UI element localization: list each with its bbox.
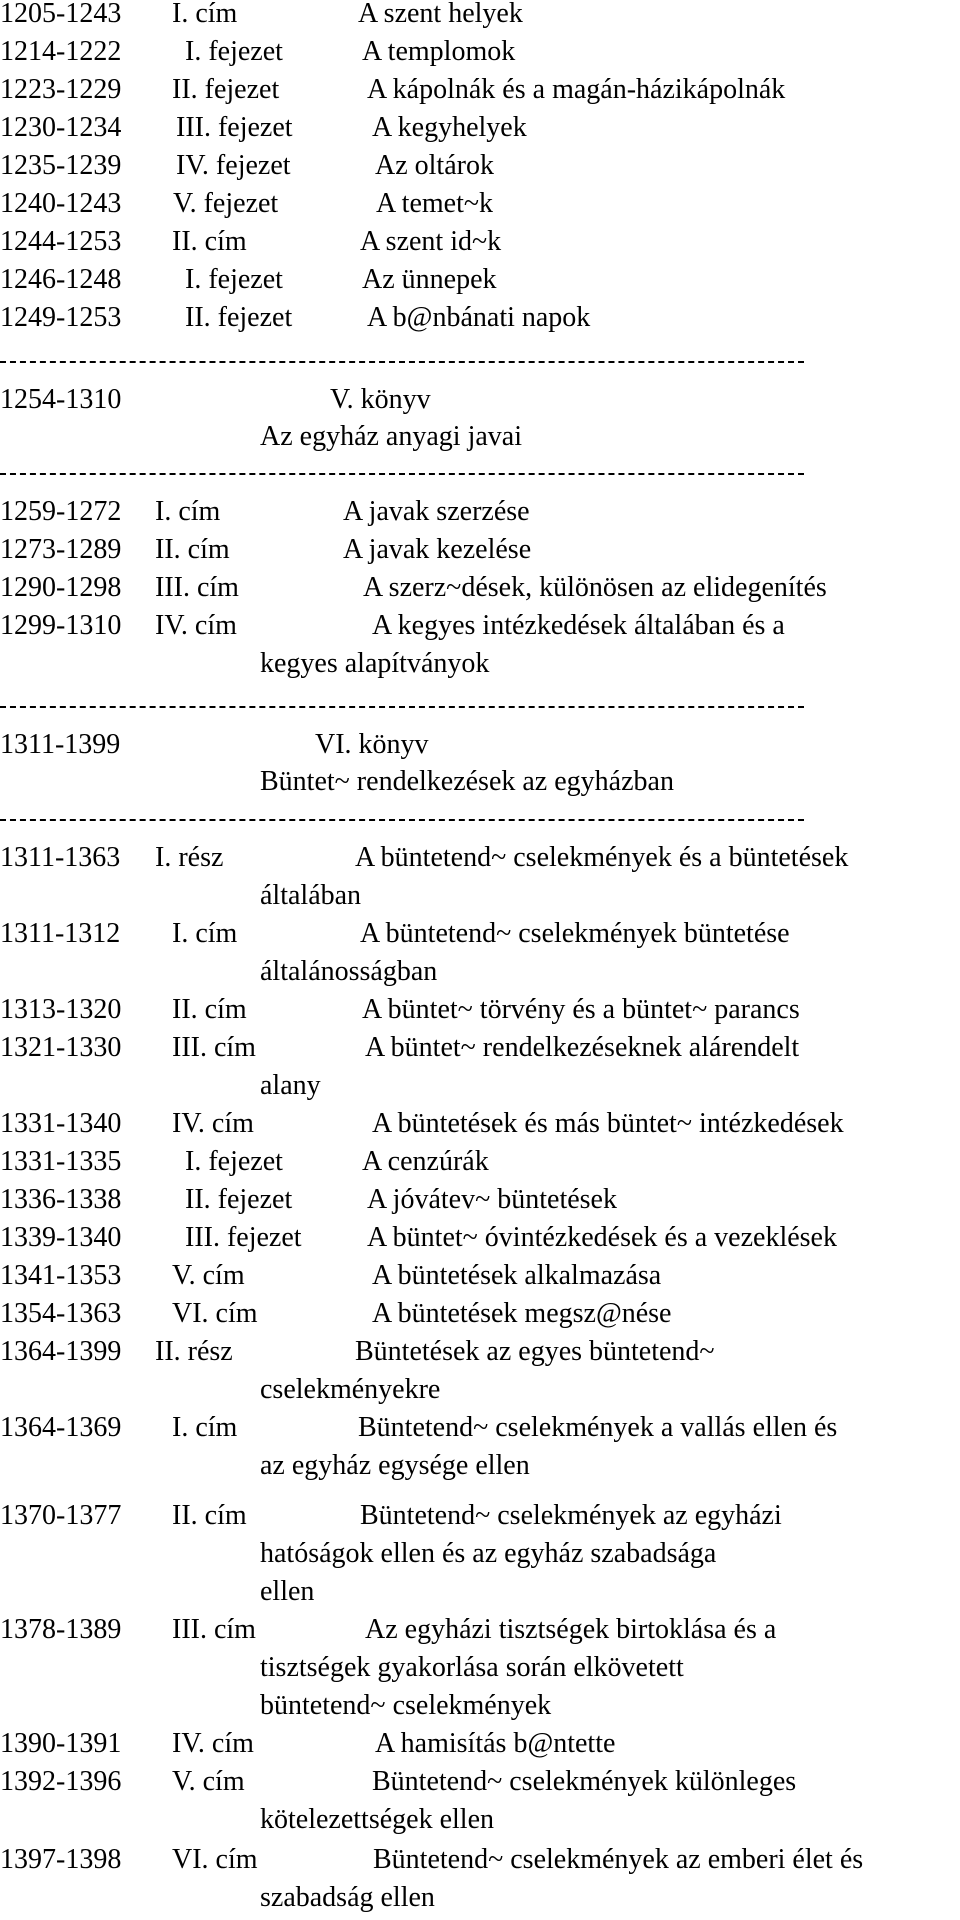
entry-range: 1364-1369 [0,1412,122,1443]
entry-range: 1205-1243 [0,0,122,29]
entry-label: VI. cím [172,1298,258,1329]
entry-title: A b@nbánati napok [367,302,591,333]
entry-title: A büntet~ rendelkezéseknek alárendelt [365,1032,800,1063]
entry-title-cont: hatóságok ellen és az egyház szabadsága [260,1538,717,1569]
entry-title: A szent id~k [360,226,502,257]
entry-range: 1214-1222 [0,36,122,67]
entry-label: V. cím [172,1260,245,1291]
entry-label: V. fejezet [173,188,279,219]
entry-range: 1378-1389 [0,1614,122,1645]
entry-range: 1254-1310 [0,384,122,415]
entry-title: A cenzúrák [362,1146,489,1177]
entry-range: 1249-1253 [0,302,122,333]
entry-label: II. cím [172,226,247,257]
entry-range: 1273-1289 [0,534,122,565]
dashed-divider [0,361,804,363]
entry-title-cont: ellen [260,1576,315,1607]
entry-label: I. cím [172,918,238,949]
entry-label: V. cím [172,1766,245,1797]
entry-title: Büntetend~ cselekmények az emberi élet és [373,1844,864,1875]
entry-title-cont: kötelezettségek ellen [260,1804,494,1835]
entry-range: 1311-1363 [0,842,121,873]
entry-title: Büntetend~ cselekmények az egyházi [360,1500,782,1531]
entry-label: IV. cím [155,610,237,641]
entry-title: A templomok [362,36,516,67]
entry-title: A javak kezelése [343,534,532,565]
entry-title: A büntetések és más büntet~ intézkedések [372,1108,844,1139]
entry-label: III. fejezet [176,112,293,143]
entry-range: 1364-1399 [0,1336,122,1367]
entry-title: A kápolnák és a magán-házikápolnák [367,74,786,105]
entry-title-cont: szabadság ellen [260,1882,435,1913]
entry-range: 1370-1377 [0,1500,122,1531]
entry-label: II. cím [155,534,230,565]
entry-title: A büntetend~ cselekmények büntetése [360,918,790,949]
book-title: Az egyház anyagi javai [260,421,522,452]
entry-title: A kegyhelyek [372,112,527,143]
dashed-divider [0,706,804,708]
entry-title: A büntetések megsz@nése [372,1298,672,1329]
entry-title: Büntetend~ cselekmények a vallás ellen és [358,1412,838,1443]
entry-label: IV. cím [172,1108,254,1139]
dashed-divider [0,473,804,475]
entry-label: III. cím [172,1614,256,1645]
entry-title: A büntet~ törvény és a büntet~ parancs [362,994,800,1025]
entry-label: II. rész [155,1336,233,1367]
entry-range: 1331-1335 [0,1146,122,1177]
entry-title-cont: alany [260,1070,321,1101]
entry-range: 1244-1253 [0,226,122,257]
entry-range: 1331-1340 [0,1108,122,1139]
entry-title: Büntetend~ cselekmények különleges [372,1766,797,1797]
entry-label: II. fejezet [185,1184,293,1215]
entry-range: 1223-1229 [0,74,122,105]
entry-range: 1392-1396 [0,1766,122,1797]
book-label: VI. könyv [315,729,429,760]
book-title: Büntet~ rendelkezések az egyházban [260,766,674,797]
entry-label: III. cím [172,1032,256,1063]
entry-label: I. fejezet [185,36,283,67]
entry-label: III. fejezet [185,1222,302,1253]
entry-range: 1230-1234 [0,112,122,143]
entry-range: 1390-1391 [0,1728,122,1759]
entry-title: Az ünnepek [362,264,497,295]
entry-title-cont: általában [260,880,362,911]
entry-label: IV. cím [172,1728,254,1759]
entry-range: 1290-1298 [0,572,122,603]
entry-title: A szent helyek [358,0,523,29]
entry-label: I. fejezet [185,264,283,295]
entry-title-cont: büntetend~ cselekmények [260,1690,552,1721]
entry-range: 1321-1330 [0,1032,122,1063]
entry-label: II. fejezet [185,302,293,333]
dashed-divider [0,819,804,821]
entry-range: 1240-1243 [0,188,122,219]
entry-title: Az oltárok [375,150,494,181]
entry-title: A temet~k [376,188,494,219]
entry-title: A jóvátev~ büntetések [367,1184,617,1215]
entry-label: I. cím [172,1412,238,1443]
entry-title: A hamisítás b@ntette [375,1728,616,1759]
entry-title: A javak szerzése [343,496,530,527]
entry-range: 1235-1239 [0,150,122,181]
entry-range: 1339-1340 [0,1222,122,1253]
entry-title: A kegyes intézkedések általában és a [372,610,785,641]
entry-label: IV. fejezet [176,150,291,181]
entry-title-cont: cselekményekre [260,1374,441,1405]
entry-label: I. cím [155,496,221,527]
book-label: V. könyv [330,384,431,415]
entry-title-cont: tisztségek gyakorlása során elkövetett [260,1652,684,1683]
entry-title-cont: az egyház egysége ellen [260,1450,530,1481]
entry-title: A büntet~ óvintézkedések és a vezeklések [367,1222,837,1253]
entry-range: 1336-1338 [0,1184,122,1215]
entry-range: 1299-1310 [0,610,122,641]
entry-title-cont: általánosságban [260,956,438,987]
entry-label: I. rész [155,842,224,873]
entry-title-cont: kegyes alapítványok [260,648,490,679]
entry-title: Büntetések az egyes büntetend~ [355,1336,715,1367]
entry-label: II. cím [172,1500,247,1531]
entry-label: III. cím [155,572,239,603]
entry-label: I. cím [172,0,238,29]
entry-range: 1246-1248 [0,264,122,295]
entry-label: II. cím [172,994,247,1025]
entry-title: A büntetend~ cselekmények és a büntetések [355,842,849,873]
entry-range: 1259-1272 [0,496,122,527]
entry-label: VI. cím [172,1844,258,1875]
entry-title: Az egyházi tisztségek birtoklása és a [365,1614,777,1645]
entry-range: 1311-1399 [0,729,121,760]
entry-label: I. fejezet [185,1146,283,1177]
entry-range: 1397-1398 [0,1844,122,1875]
entry-range: 1311-1312 [0,918,121,949]
entry-title: A szerz~dések, különösen az elidegenítés [363,572,827,603]
entry-range: 1354-1363 [0,1298,122,1329]
entry-range: 1341-1353 [0,1260,122,1291]
entry-label: II. fejezet [172,74,280,105]
entry-title: A büntetések alkalmazása [372,1260,662,1291]
entry-range: 1313-1320 [0,994,122,1025]
